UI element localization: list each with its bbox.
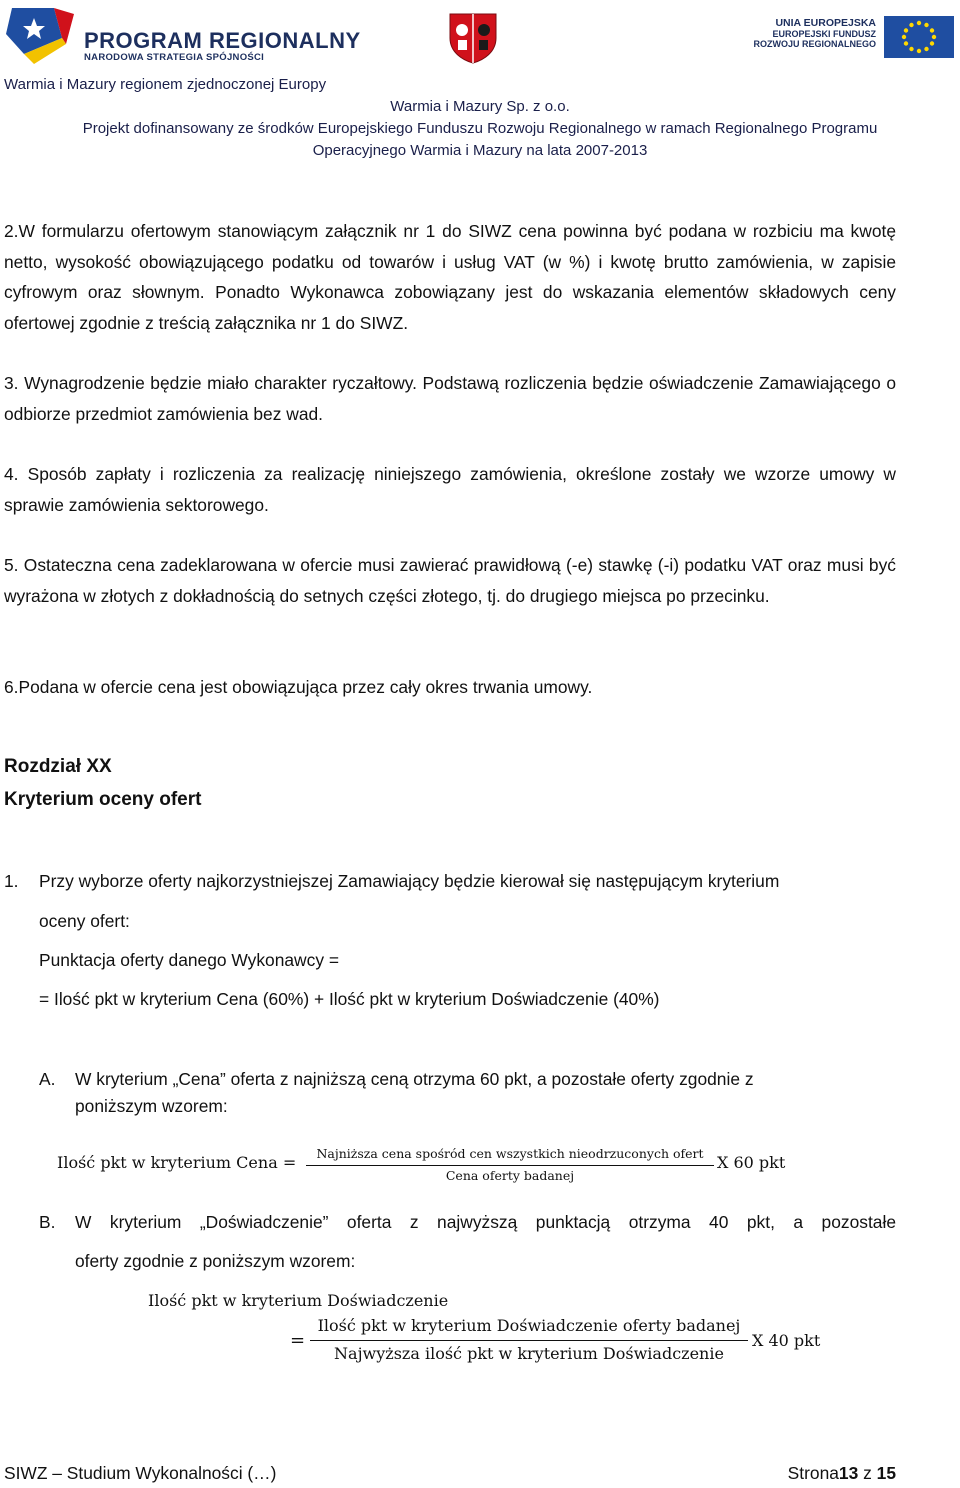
header-line-2: Warmia i Mazury Sp. z o.o. (390, 98, 570, 115)
criteria-item-text-1: Przy wyborze oferty najkorzystniejszej Zamawiający będzie kierował się następującym kryterium (39, 871, 780, 891)
page-total: 15 (876, 1463, 896, 1483)
eu-line2: EUROPEJSKI FUNDUSZ (772, 28, 876, 39)
footer-page-number (788, 1463, 896, 1484)
program-name: PROGRAM REGIONALNY (84, 28, 361, 53)
coat-of-arms-icon (446, 12, 500, 64)
criterion-a-text-1: W kryterium „Cena” oferta z najniższą ceną otrzyma 60 pkt, a pozostałe oferty zgodnie z (75, 1069, 754, 1089)
formula-a-multiplier: X 60 pkt (717, 1153, 786, 1172)
score-formula: = Ilość pkt w kryterium Cena (60%) + Ilość pkt w kryterium Doświadczenie (40%) (39, 989, 660, 1009)
formula-b-numerator: Ilość pkt w kryterium Doświadczenie oferty badanej (317, 1316, 741, 1335)
paragraph-3: 3. Wynagrodzenie będzie miało charakter ryczałtowy. Podstawą rozliczenia będzie oświadczenie Zamawiającego o odbiorze przedmiot zamówienia bez wad. (4, 373, 896, 424)
criteria-item-number: 1. (4, 871, 19, 891)
formula-a-denominator: Cena oferty badanej (445, 1168, 575, 1183)
criteria-item-text-2: oceny ofert: (39, 911, 130, 931)
header-line-1: Warmia i Mazury regionem zjednoczonej Europy (4, 76, 327, 93)
page-current: 13 (838, 1463, 859, 1483)
paragraph-6: 6.Podana w ofercie cena jest obowiązująca przez cały okres trwania umowy. (4, 677, 593, 697)
page-prefix: Strona (787, 1463, 839, 1483)
formula-b-multiplier: X 40 pkt (752, 1331, 821, 1350)
warmia-mazury-crest (446, 12, 500, 64)
criterion-b-text-1: W kryterium „Doświadczenie” oferta z najwyższą punktacją otrzyma 40 pkt, a pozostałe (75, 1212, 896, 1232)
paragraph-5: 5. Ostateczna cena zadeklarowana w ofercie musi zawierać prawidłową (-e) stawkę (-i) podatku VAT oraz musi być wyrażona w złotych z dokładnością do setnych części złotego, tj. do drugiego miejsca po przecinku. (4, 555, 896, 606)
eu-line3: ROZWOJU REGIONALNEGO (753, 39, 876, 49)
footer-document-title: SIWZ – Studium Wykonalności (…) (4, 1463, 277, 1483)
formula-b-equals: = (290, 1330, 306, 1351)
criterion-a-text-2: poniższym wzorem: (75, 1096, 228, 1116)
score-label: Punktacja oferty danego Wykonawcy = (39, 950, 339, 970)
formula-a-fraction-bar (306, 1165, 714, 1166)
logo-strip (0, 0, 960, 80)
page-separator: z (863, 1463, 872, 1483)
criterion-a-letter: A. (39, 1069, 56, 1089)
program-regionalny-logo (4, 4, 361, 66)
criterion-b-letter: B. (39, 1212, 56, 1232)
paragraph-2: 2.W formularzu ofertowym stanowiącym załącznik nr 1 do SIWZ cena powinna być podana w rozbiciu ma kwotę netto, wysokość obowiązującego podatku od towarów i usług VAT (w %) i kwotę brutto zamówienia, w zapisie cyfrowym oraz słownym. Ponadto Wykonawca zobowiązany jest do wskazania elementów składowych ceny ofertowej zgodnie z treścią załącznika nr 1 do SIWZ. (4, 221, 896, 333)
eu-line1: UNIA EUROPEJSKA (775, 17, 876, 29)
header-line-4: Operacyjnego Warmia i Mazury na lata 2007-2013 (312, 142, 648, 159)
star-flag-icon (4, 4, 76, 66)
eu-logo (738, 16, 954, 56)
paragraph-4: 4. Sposób zapłaty i rozliczenia za realizację niniejszego zamówienia, określone zostały we wzorze umowy w sprawie zamówienia sektorowego. (4, 464, 896, 515)
criterion-b-text-2: oferty zgodnie z poniższym wzorem: (75, 1251, 356, 1271)
formula-b-fraction-bar (310, 1340, 748, 1341)
section-title: Rozdział XX (4, 756, 112, 777)
formula-b-denominator: Najwyższa ilość pkt w kryterium Doświadczenie (334, 1344, 724, 1363)
header-line-3: Projekt dofinansowany ze środków Europejskiego Funduszu Rozwoju Regionalnego w ramach Regionalnego Programu (82, 120, 878, 137)
section-subtitle: Kryterium oceny ofert (4, 789, 202, 810)
program-subtitle: NARODOWA STRATEGIA SPÓJNOŚCI (84, 52, 265, 63)
formula-b-lhs: Ilość pkt w kryterium Doświadczenie (148, 1291, 449, 1310)
formula-a-lhs: Ilość pkt w kryterium Cena = (57, 1153, 297, 1172)
eu-flag-icon (884, 16, 954, 58)
formula-a-numerator: Najniższa cena spośród cen wszystkich nieodrzuconych ofert (316, 1146, 704, 1161)
